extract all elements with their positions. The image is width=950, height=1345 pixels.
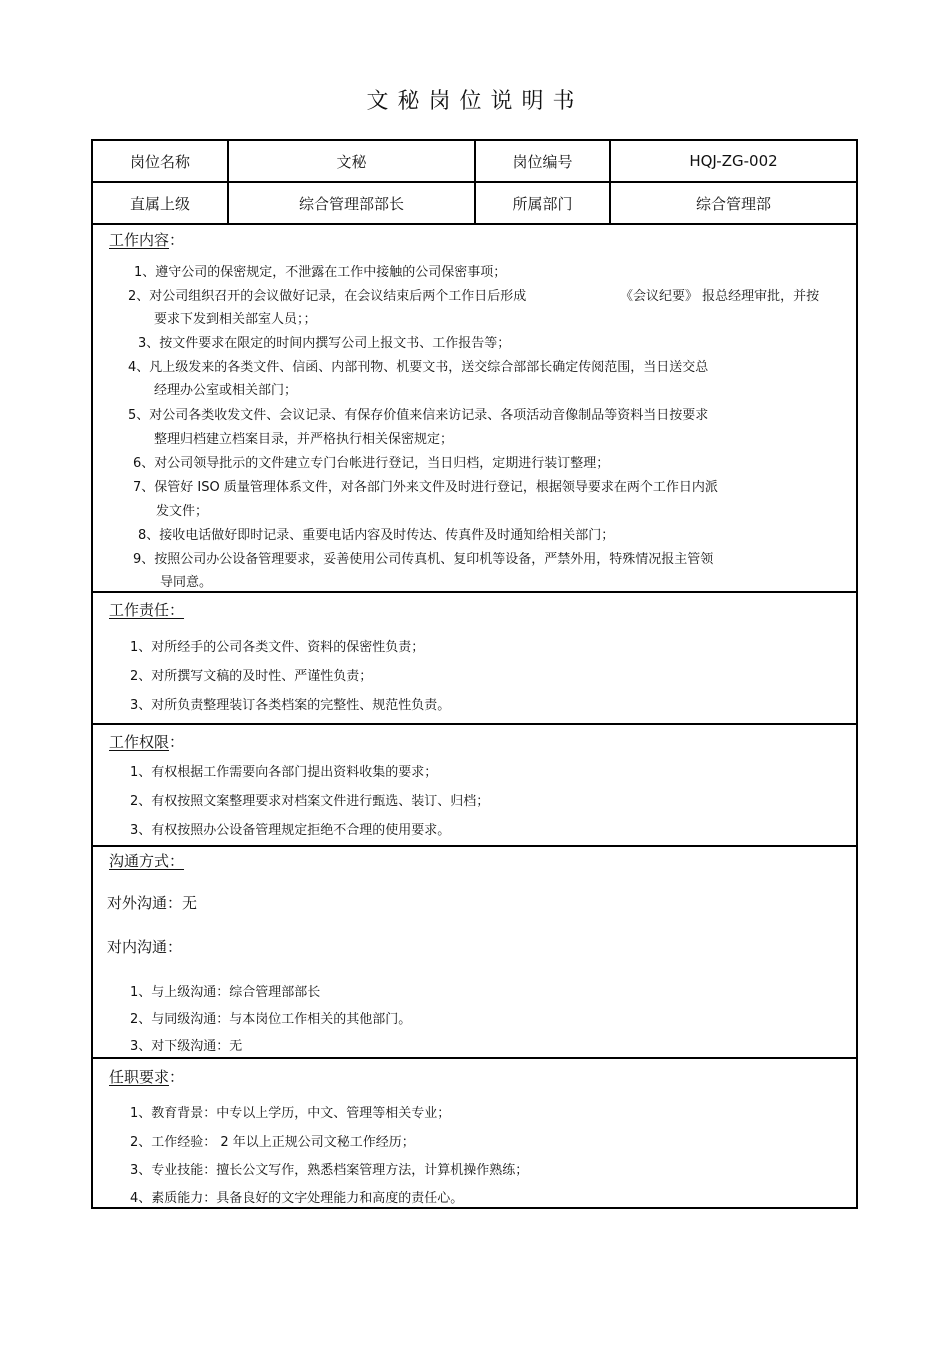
value-department: 综合管理部 (695, 194, 771, 213)
label-position-code: 岗位编号 (476, 141, 611, 181)
section-requirements (93, 1059, 856, 1207)
list-item: 1、有权根据工作需要向各部门提出资料收集的要求； (130, 765, 438, 780)
list-item: 9、按照公司办公设备管理要求，妥善使用公司传真机、复印机等设备，严禁外用，特殊情况报主管领 (133, 552, 714, 567)
section-work-content (93, 225, 856, 593)
section-authority (93, 725, 856, 847)
list-item: 6、对公司领导批示的文件建立专门台帐进行登记，当日归档，定期进行装订整理； (133, 456, 610, 471)
list-item: 1、遵守公司的保密规定，不泄露在工作中接触的公司保密事项； (134, 265, 507, 280)
section-title-communication: 沟通方式： (109, 852, 185, 870)
list-item: 导同意。 (160, 575, 213, 590)
section-title-work-content: 工作内容： (109, 231, 185, 249)
list-item: 3、对下级沟通：无 (130, 1039, 243, 1054)
header-row-1 (93, 141, 856, 183)
list-item: 《会议纪要》 报总经理审批，并按 (620, 289, 820, 304)
list-item: 2、对公司组织召开的会议做好记录，在会议结束后两个工作日后形成 (128, 289, 527, 304)
external-communication: 对外沟通：无 (107, 894, 198, 912)
section-title-requirements: 任职要求： (109, 1068, 185, 1086)
list-item: 整理归档建立档案目录，并严格执行相关保密规定； (154, 432, 454, 447)
list-item: 2、对所撰写文稿的及时性、严谨性负责； (130, 669, 373, 684)
job-description-table (91, 139, 858, 1209)
document-title: 文秘岗位说明书 (366, 89, 584, 114)
section-title-responsibility: 工作责任： (109, 601, 185, 619)
list-item: 1、对所经手的公司各类文件、资料的保密性负责； (130, 640, 425, 655)
section-communication (93, 847, 856, 1059)
section-title-authority: 工作权限： (109, 733, 185, 751)
list-item: 要求下发到相关部室人员；； (154, 312, 317, 327)
list-item: 3、按文件要求在限定的时间内撰写公司上报文书、工作报告等； (138, 336, 511, 351)
list-item: 3、有权按照办公设备管理规定拒绝不合理的使用要求。 (130, 823, 451, 838)
list-item: 发文件； (156, 504, 209, 519)
list-item: 7、保管好 ISO 质量管理体系文件，对各部门外来文件及时进行登记，根据领导要求在两个工作日内派 (133, 480, 718, 495)
list-item: 经理办公室或相关部门； (154, 383, 298, 398)
list-item: 2、与同级沟通：与本岗位工作相关的其他部门。 (130, 1012, 412, 1027)
list-item: 5、对公司各类收发文件、会议记录、有保存价值来信来访记录、各项活动音像制品等资料当日按要求 (128, 408, 709, 423)
list-item: 4、凡上级发来的各类文件、信函、内部刊物、机要文书，送交综合部部长确定传阅范围，当日送交总 (128, 360, 709, 375)
list-item: 2、工作经验： 2 年以上正规公司文秘工作经历； (130, 1135, 415, 1150)
label-position-name: 岗位名称 (93, 141, 229, 181)
list-item: 1、与上级沟通：综合管理部部长 (130, 985, 321, 1000)
value-position-name: 文秘 (229, 141, 476, 181)
list-item: 2、有权按照文案整理要求对档案文件进行甄选、装订、归档； (130, 794, 490, 809)
label-direct-superior: 直属上级 (93, 183, 229, 223)
list-item: 4、素质能力：具备良好的文字处理能力和高度的责任心。 (130, 1191, 464, 1206)
header-row-2 (93, 183, 856, 225)
section-responsibility (93, 593, 856, 725)
list-item: 3、对所负责整理装订各类档案的完整性、规范性负责。 (130, 698, 451, 713)
value-position-code: HQJ-ZG-002 (689, 152, 778, 170)
list-item: 3、专业技能：擅长公文写作，熟悉档案管理方法，计算机操作熟练； (130, 1163, 529, 1178)
internal-communication: 对内沟通： (107, 938, 183, 956)
label-department: 所属部门 (476, 183, 611, 223)
value-direct-superior: 综合管理部部长 (229, 183, 476, 223)
list-item: 8、接收电话做好即时记录、重要电话内容及时传达、传真件及时通知给相关部门； (138, 528, 615, 543)
list-item: 1、教育背景：中专以上学历，中文、管理等相关专业； (130, 1106, 451, 1121)
